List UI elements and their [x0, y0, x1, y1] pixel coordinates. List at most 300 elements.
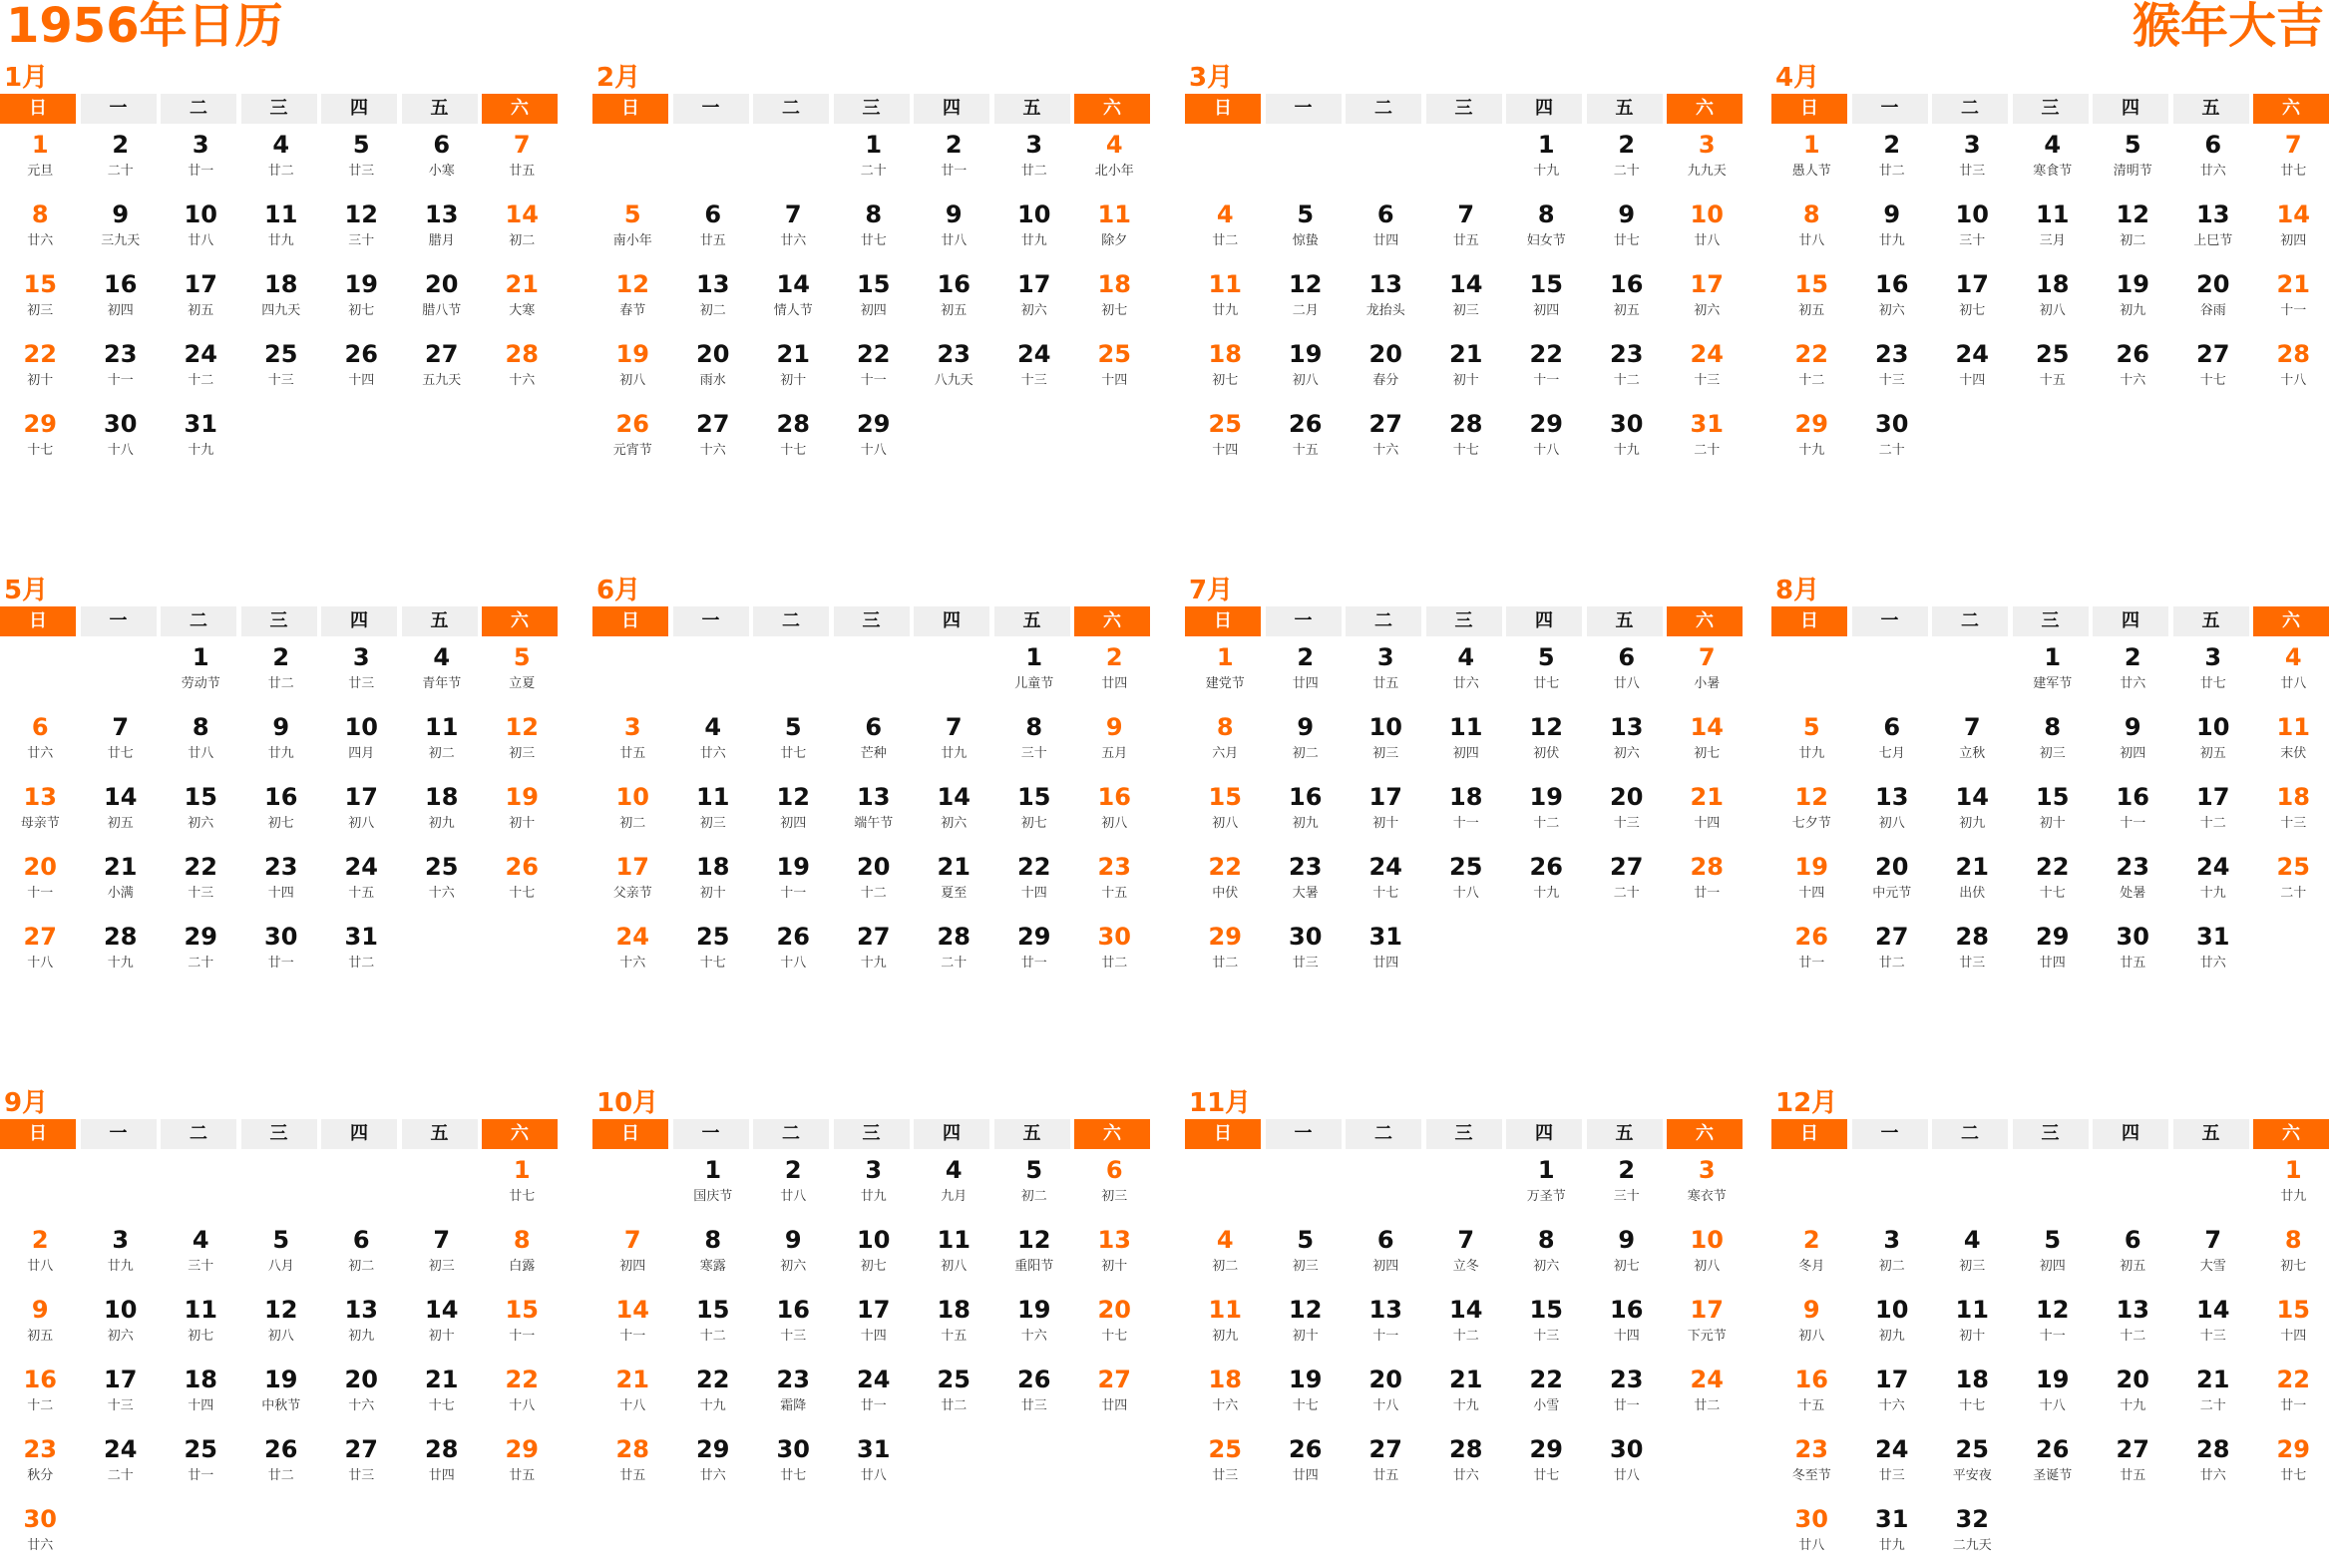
- weekday-label: 日: [1185, 606, 1261, 636]
- day-grid: [1771, 124, 2330, 473]
- day-grid: [592, 1149, 1155, 1498]
- weekday-label: 六: [1074, 1119, 1150, 1149]
- weekday-label: 二: [1932, 606, 2008, 636]
- day-cell: [402, 1359, 483, 1428]
- lunar-date: 清明节: [2113, 164, 2152, 179]
- weekday-label: 三: [2013, 606, 2089, 636]
- month-label: 3月: [1189, 63, 1234, 93]
- weekday-label: 五: [402, 94, 478, 124]
- day-cell: [1074, 124, 1155, 194]
- day-cell: [2173, 706, 2254, 776]
- day-number: 24: [1017, 340, 1051, 368]
- lunar-date: 十八: [1533, 443, 1560, 458]
- day-cell: [1074, 194, 1155, 263]
- month-label: 6月: [596, 576, 641, 605]
- day-number: 1: [192, 643, 209, 671]
- weekday-label: 四: [914, 94, 989, 124]
- day-number: 22: [1529, 1366, 1563, 1393]
- day-number: 10: [857, 1226, 891, 1254]
- day-cell: [1667, 776, 1748, 846]
- lunar-date: 廿四: [428, 1468, 455, 1483]
- day-number: 2: [1802, 1226, 1820, 1254]
- day-number: 30: [104, 410, 138, 438]
- month-11: [1185, 1083, 1748, 1498]
- day-number: 17: [1690, 270, 1724, 298]
- lunar-date: 廿三: [1878, 1468, 1905, 1483]
- day-cell: [2173, 776, 2254, 846]
- day-cell: [1266, 263, 1347, 333]
- lunar-date: 中元节: [1872, 886, 1912, 901]
- day-cell: [402, 1289, 483, 1359]
- day-number: 15: [505, 1296, 539, 1324]
- lunar-date: 廿八: [27, 1259, 54, 1274]
- empty-cell: [241, 1149, 322, 1219]
- day-cell: [1426, 706, 1507, 776]
- day-number: 19: [264, 1366, 298, 1393]
- day-number: 18: [1208, 340, 1242, 368]
- lunar-date: 廿八: [188, 746, 214, 761]
- month-10: [592, 1083, 1155, 1498]
- day-number: 1: [2044, 643, 2062, 671]
- lunar-date: 十一: [860, 373, 887, 388]
- lunar-date: 初三: [1452, 303, 1479, 318]
- lunar-date: 廿五: [2120, 1468, 2146, 1483]
- day-cell: [81, 403, 162, 473]
- day-number: 25: [1208, 1435, 1242, 1463]
- day-number: 6: [1105, 1156, 1123, 1184]
- day-number: 13: [1097, 1226, 1131, 1254]
- day-cell: [161, 333, 241, 403]
- lunar-date: 二十: [1878, 443, 1905, 458]
- day-number: 7: [1457, 1226, 1475, 1254]
- lunar-date: 廿六: [27, 746, 54, 761]
- day-cell: [1185, 846, 1266, 916]
- weekday-header: [0, 1119, 563, 1149]
- day-cell: [0, 916, 81, 985]
- month-5: [0, 571, 563, 985]
- weekday-label: 三: [834, 1119, 910, 1149]
- day-number: 13: [1875, 783, 1909, 811]
- day-number: 28: [937, 923, 971, 951]
- day-cell: [161, 194, 241, 263]
- day-number: 25: [696, 923, 730, 951]
- day-cell: [592, 333, 673, 403]
- day-cell: [914, 776, 994, 846]
- day-number: 13: [696, 270, 730, 298]
- weekday-label: 二: [753, 94, 829, 124]
- day-number: 4: [1457, 643, 1475, 671]
- day-cell: [1266, 403, 1347, 473]
- lunar-date: 廿一: [2280, 1398, 2307, 1413]
- day-number: 7: [1457, 200, 1475, 228]
- lunar-date: 初二: [348, 1259, 375, 1274]
- weekday-label: 一: [1852, 94, 1928, 124]
- day-cell: [1185, 194, 1266, 263]
- day-number: 9: [2124, 713, 2141, 741]
- day-grid: [1185, 124, 1748, 473]
- day-cell: [1185, 636, 1266, 706]
- day-number: 6: [2124, 1226, 2141, 1254]
- day-number: 30: [264, 923, 298, 951]
- day-number: 31: [344, 923, 378, 951]
- day-number: 27: [857, 923, 891, 951]
- day-cell: [914, 846, 994, 916]
- day-cell: [1074, 636, 1155, 706]
- day-cell: [0, 776, 81, 846]
- day-number: 23: [1097, 853, 1131, 881]
- day-number: 13: [857, 783, 891, 811]
- day-number: 6: [704, 200, 722, 228]
- day-number: 25: [425, 853, 459, 881]
- day-number: 27: [23, 923, 57, 951]
- lunar-date: 十六: [348, 1398, 375, 1413]
- lunar-date: 廿八: [1798, 233, 1825, 248]
- lunar-date: 十八: [107, 443, 134, 458]
- lunar-date: 中伏: [1212, 886, 1239, 901]
- lunar-date: 十三: [2280, 816, 2307, 831]
- day-cell: [914, 1359, 994, 1428]
- day-cell: [2093, 1359, 2173, 1428]
- lunar-date: 二十: [188, 956, 214, 971]
- day-cell: [81, 776, 162, 846]
- day-number: 4: [2284, 643, 2302, 671]
- lunar-date: 初八: [1798, 1329, 1825, 1344]
- day-cell: [2253, 1359, 2330, 1428]
- day-cell: [81, 1428, 162, 1498]
- lunar-date: 十七: [1292, 1398, 1319, 1413]
- day-cell: [2093, 194, 2173, 263]
- day-cell: [1932, 706, 2013, 776]
- day-cell: [161, 846, 241, 916]
- day-number: 31: [184, 410, 217, 438]
- lunar-date: 初二: [2120, 233, 2146, 248]
- day-cell: [2253, 263, 2330, 333]
- day-number: 24: [344, 853, 378, 881]
- day-number: 8: [1537, 1226, 1555, 1254]
- weekday-label: 一: [673, 94, 749, 124]
- day-cell: [753, 194, 834, 263]
- day-number: 11: [696, 783, 730, 811]
- day-number: 29: [857, 410, 891, 438]
- day-cell: [482, 333, 563, 403]
- day-number: 21: [425, 1366, 459, 1393]
- day-cell: [1587, 846, 1668, 916]
- lunar-date: 廿三: [1212, 1468, 1239, 1483]
- day-cell: [753, 776, 834, 846]
- weekday-label: 二: [1932, 1119, 2008, 1149]
- lunar-date: 廿八: [780, 1189, 807, 1204]
- lunar-date: 初十: [699, 886, 726, 901]
- lunar-date: 十九: [2120, 1398, 2146, 1413]
- lunar-date: 廿五: [619, 746, 646, 761]
- day-cell: [321, 333, 402, 403]
- weekday-label: 四: [914, 1119, 989, 1149]
- lunar-date: 小寒: [428, 164, 455, 179]
- day-number: 9: [1883, 200, 1901, 228]
- day-number: 12: [505, 713, 539, 741]
- page-title: 1956年日历: [6, 0, 283, 54]
- day-number: 14: [615, 1296, 649, 1324]
- day-number: 24: [1955, 340, 1989, 368]
- day-number: 3: [1698, 131, 1716, 159]
- weekday-label: 日: [1185, 1119, 1261, 1149]
- lunar-date: 廿七: [860, 233, 887, 248]
- lunar-date: 十九: [1452, 1398, 1479, 1413]
- lunar-date: 廿六: [699, 746, 726, 761]
- lunar-date: 十四: [1020, 886, 1047, 901]
- day-cell: [1266, 706, 1347, 776]
- lunar-date: 初三: [699, 816, 726, 831]
- day-number: 16: [2116, 783, 2149, 811]
- lunar-date: 廿八: [1613, 676, 1640, 691]
- lunar-date: 三十: [188, 1259, 214, 1274]
- lunar-date: 十二: [2120, 1329, 2146, 1344]
- lunar-date: 廿三: [348, 676, 375, 691]
- day-number: 2: [784, 1156, 802, 1184]
- day-number: 14: [776, 270, 810, 298]
- lunar-date: 廿六: [780, 233, 807, 248]
- day-number: 12: [1289, 1296, 1323, 1324]
- month-label: 8月: [1775, 576, 1820, 605]
- day-number: 17: [1017, 270, 1051, 298]
- day-number: 24: [1368, 853, 1402, 881]
- day-cell: [0, 403, 81, 473]
- empty-cell: [402, 1149, 483, 1219]
- day-number: 9: [945, 200, 963, 228]
- weekday-label: 三: [241, 94, 317, 124]
- day-number: 17: [857, 1296, 891, 1324]
- day-cell: [1587, 1289, 1668, 1359]
- lunar-date: 春分: [1372, 373, 1399, 388]
- empty-cell: [1266, 124, 1347, 194]
- lunar-date: 出伏: [1959, 886, 1986, 901]
- day-number: 20: [23, 853, 57, 881]
- lunar-date: 愚人节: [1791, 164, 1831, 179]
- lunar-date: 十三: [780, 1329, 807, 1344]
- day-cell: [1771, 1289, 1852, 1359]
- lunar-date: 初八: [1292, 373, 1319, 388]
- weekday-label: 五: [1587, 94, 1663, 124]
- day-cell: [1771, 1359, 1852, 1428]
- day-cell: [914, 124, 994, 194]
- day-number: 22: [1794, 340, 1828, 368]
- empty-cell: [673, 636, 754, 706]
- day-cell: [241, 846, 322, 916]
- day-number: 4: [1216, 200, 1234, 228]
- day-number: 21: [937, 853, 971, 881]
- day-number: 12: [1529, 713, 1563, 741]
- empty-cell: [1932, 636, 2013, 706]
- lunar-date: 廿七: [1533, 676, 1560, 691]
- day-number: 10: [344, 713, 378, 741]
- lunar-date: 十八: [509, 1398, 536, 1413]
- day-cell: [2253, 846, 2330, 916]
- lunar-date: 十八: [1372, 1398, 1399, 1413]
- day-number: 5: [1297, 1226, 1315, 1254]
- day-number: 8: [1802, 200, 1820, 228]
- day-cell: [1852, 403, 1933, 473]
- day-number: 19: [1794, 853, 1828, 881]
- day-cell: [161, 636, 241, 706]
- day-cell: [592, 706, 673, 776]
- day-number: 29: [1529, 1435, 1563, 1463]
- day-number: 21: [776, 340, 810, 368]
- lunar-date: 十一: [27, 886, 54, 901]
- lunar-date: 十八: [2039, 1398, 2066, 1413]
- day-cell: [2173, 333, 2254, 403]
- day-cell: [1667, 1149, 1748, 1219]
- day-cell: [81, 333, 162, 403]
- weekday-label: 日: [0, 606, 76, 636]
- day-number: 2: [2124, 643, 2141, 671]
- lunar-date: 初十: [428, 1329, 455, 1344]
- day-number: 22: [1017, 853, 1051, 881]
- day-cell: [1932, 124, 2013, 194]
- day-number: 23: [1289, 853, 1323, 881]
- lunar-date: 初七: [1020, 816, 1047, 831]
- day-cell: [161, 124, 241, 194]
- day-number: 23: [1610, 340, 1644, 368]
- day-number: 20: [857, 853, 891, 881]
- day-cell: [1506, 333, 1587, 403]
- day-number: 31: [857, 1435, 891, 1463]
- day-cell: [1852, 1289, 1933, 1359]
- day-number: 26: [615, 410, 649, 438]
- day-cell: [1506, 403, 1587, 473]
- day-number: 4: [1216, 1226, 1234, 1254]
- day-cell: [161, 706, 241, 776]
- day-cell: [2253, 194, 2330, 263]
- day-cell: [402, 333, 483, 403]
- lunar-date: 初八: [1101, 816, 1128, 831]
- day-number: 11: [2276, 713, 2310, 741]
- lunar-date: 三月: [2039, 233, 2066, 248]
- day-cell: [1852, 776, 1933, 846]
- day-number: 19: [1289, 340, 1323, 368]
- day-number: 9: [1618, 200, 1636, 228]
- day-number: 3: [1025, 131, 1043, 159]
- day-cell: [2173, 263, 2254, 333]
- day-cell: [1587, 1149, 1668, 1219]
- day-cell: [2253, 1149, 2330, 1219]
- lunar-date: 初三: [1292, 1259, 1319, 1274]
- lunar-date: 十五: [1101, 886, 1128, 901]
- day-number: 31: [1368, 923, 1402, 951]
- empty-cell: [1771, 636, 1852, 706]
- day-number: 28: [776, 410, 810, 438]
- day-number: 1: [1025, 643, 1043, 671]
- day-number: 9: [1618, 1226, 1636, 1254]
- lunar-date: 初二: [1020, 1189, 1047, 1204]
- day-cell: [1506, 1428, 1587, 1498]
- lunar-date: 廿二: [1878, 956, 1905, 971]
- day-cell: [1667, 636, 1748, 706]
- day-cell: [1266, 916, 1347, 985]
- day-cell: [482, 846, 563, 916]
- lunar-date: 处暑: [2120, 886, 2146, 901]
- weekday-label: 六: [2253, 606, 2329, 636]
- day-number: 25: [1097, 340, 1131, 368]
- day-cell: [161, 776, 241, 846]
- lunar-date: 九九天: [1687, 164, 1727, 179]
- day-number: 30: [1097, 923, 1131, 951]
- day-number: 13: [1368, 1296, 1402, 1324]
- weekday-label: 五: [2173, 94, 2249, 124]
- lunar-date: 廿九: [2280, 1189, 2307, 1204]
- weekday-label: 六: [482, 1119, 558, 1149]
- month-label: 7月: [1189, 576, 1234, 605]
- lunar-date: 中秋节: [261, 1398, 301, 1413]
- day-number: 12: [2036, 1296, 2070, 1324]
- day-cell: [1587, 333, 1668, 403]
- lunar-date: 青年节: [422, 676, 462, 691]
- day-cell: [994, 263, 1075, 333]
- day-cell: [592, 194, 673, 263]
- day-cell: [994, 916, 1075, 985]
- day-cell: [592, 846, 673, 916]
- lunar-date: 五九天: [422, 373, 462, 388]
- day-cell: [321, 636, 402, 706]
- day-cell: [241, 916, 322, 985]
- weekday-label: 一: [81, 606, 157, 636]
- day-cell: [673, 776, 754, 846]
- day-number: 31: [1875, 1505, 1909, 1533]
- day-number: 15: [857, 270, 891, 298]
- day-cell: [1266, 1359, 1347, 1428]
- day-cell: [1771, 263, 1852, 333]
- day-number: 2: [31, 1226, 49, 1254]
- day-cell: [1852, 706, 1933, 776]
- lunar-date: 十二: [860, 886, 887, 901]
- day-cell: [161, 1219, 241, 1289]
- lunar-date: 廿三: [1020, 1398, 1047, 1413]
- weekday-label: 二: [753, 606, 829, 636]
- day-cell: [2253, 1219, 2330, 1289]
- day-cell: [673, 846, 754, 916]
- day-number: 22: [1208, 853, 1242, 881]
- lunar-date: 廿八: [1798, 1538, 1825, 1553]
- day-number: 2: [272, 643, 290, 671]
- weekday-label: 三: [2013, 94, 2089, 124]
- day-cell: [673, 194, 754, 263]
- weekday-label: 四: [914, 606, 989, 636]
- empty-cell: [914, 636, 994, 706]
- day-cell: [2013, 263, 2094, 333]
- day-number: 5: [784, 713, 802, 741]
- day-grid: [0, 1149, 563, 1568]
- lunar-date: 三九天: [101, 233, 141, 248]
- day-cell: [753, 1149, 834, 1219]
- lunar-date: 廿二: [1020, 164, 1047, 179]
- empty-cell: [1346, 1149, 1426, 1219]
- day-cell: [1426, 1219, 1507, 1289]
- lunar-date: 初四: [1372, 1259, 1399, 1274]
- lunar-date: 十三: [267, 373, 294, 388]
- weekday-label: 三: [241, 1119, 317, 1149]
- day-cell: [1185, 916, 1266, 985]
- day-number: 1: [2284, 1156, 2302, 1184]
- day-number: 5: [272, 1226, 290, 1254]
- month-7: [1185, 571, 1748, 985]
- lunar-date: 二十: [2280, 886, 2307, 901]
- day-cell: [592, 263, 673, 333]
- day-cell: [2013, 776, 2094, 846]
- day-cell: [2093, 1289, 2173, 1359]
- day-number: 16: [937, 270, 971, 298]
- lunar-date: 初九: [348, 1329, 375, 1344]
- day-cell: [161, 1289, 241, 1359]
- day-number: 14: [1449, 270, 1483, 298]
